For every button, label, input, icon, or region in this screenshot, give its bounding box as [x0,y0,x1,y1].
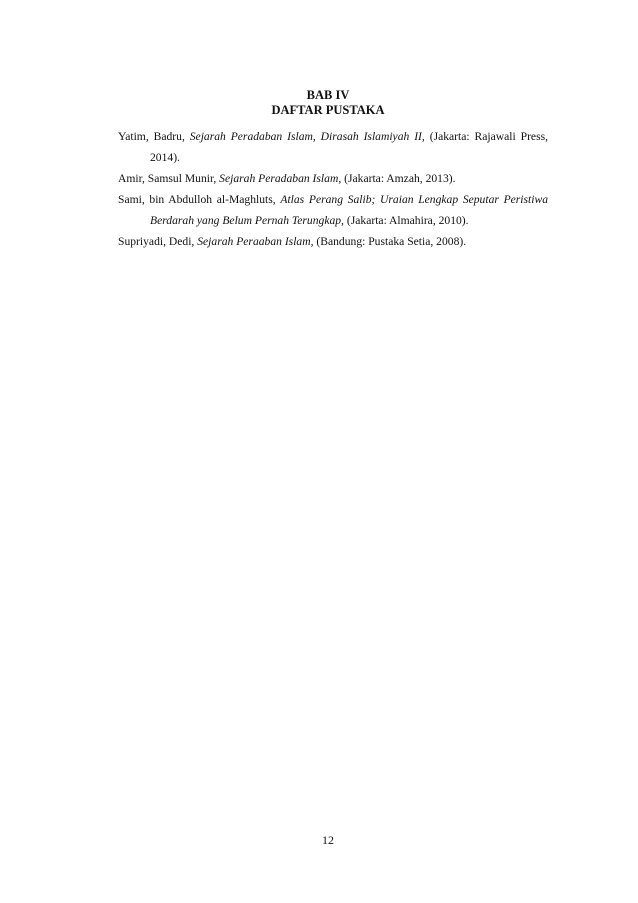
bibliography-title: DAFTAR PUSTAKA [271,103,385,117]
reference-author: Yatim, Badru, [118,130,185,143]
page-number: 12 [322,833,334,847]
reference-details: (Jakarta: Almahira, 2010). [346,214,469,227]
reference-list [118,126,548,252]
reference-work: Atlas Perang Salib; Uraian Lengkap Seputar Peristiwa Berdarah yang Belum Pernah Terungkap, [150,193,549,227]
reference-entry [118,126,548,168]
reference-work: Sejarah Peraaban Islam, [197,235,314,248]
reference-details: (Jakarta: Amzah, 2013). [344,172,456,185]
reference-work: Sejarah Peradaban Islam, Dirasah Islamiyah II, [189,130,425,143]
reference-entry [118,189,548,231]
reference-author: Amir, Samsul Munir, [118,172,217,185]
reference-entry [118,168,548,189]
reference-details: (Bandung: Pustaka Setia, 2008). [316,235,467,248]
reference-work: Sejarah Peradaban Islam, [219,172,342,185]
reference-entry [118,231,548,252]
reference-author: Supriyadi, Dedi, [118,235,195,248]
chapter-heading: BAB IV [306,88,350,102]
reference-author: Sami, bin Abdulloh al-Maghluts, [118,193,276,206]
reference-details: (Jakarta: Rajawali Press, 2014). [150,130,548,164]
